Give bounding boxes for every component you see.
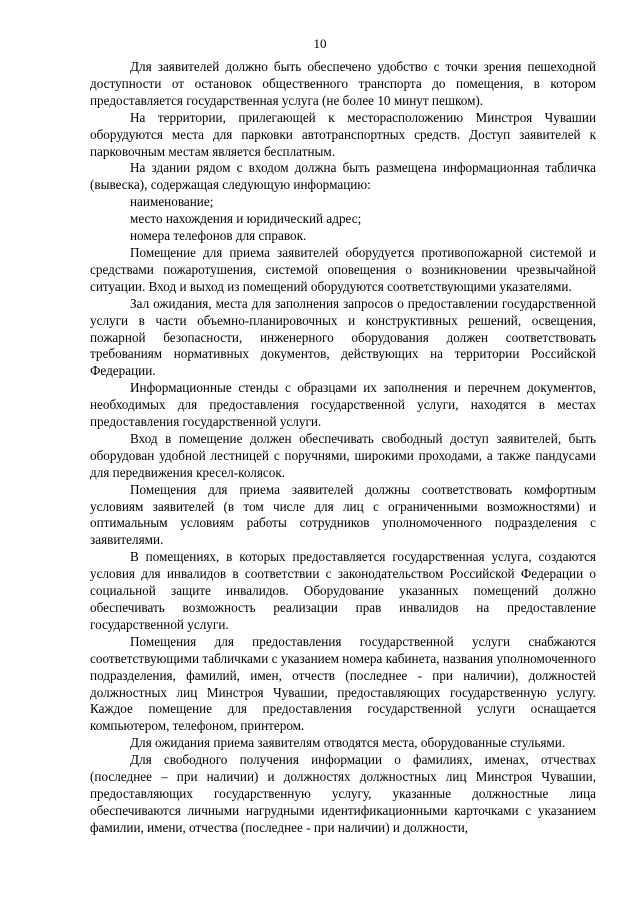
paragraph-comfort: Помещения для приема заявителей должны соответствовать комфортным условиям заявителей (в том числе для лиц с ограниченными возможностями) и оптимальным условиям работы сотрудников уполномоченного подразделения с заявителями. [90, 481, 596, 548]
paragraph-fire-safety: Помещение для приема заявителей оборудуется противопожарной системой и средствами пожаротушения, системой оповещения о возникновении чрезвычайной ситуации. Вход и выход из помещений оборудуются соответствующими указателями. [90, 244, 596, 294]
paragraph-parking: На территории, прилегающей к месторасположению Минстроя Чувашии оборудуются места для парковки автотранспортных средств. Доступ заявителей к парковочным местам является бесплатным. [90, 109, 596, 159]
paragraph-disabled-access: В помещениях, в которых предоставляется государственная услуга, создаются условия для инвалидов в соответствии с законодательством Российской Федерации о социальной защите инвалидов. Оборудование указанных помещений должно обеспечивать возможность реализации прав инвалидов на предоставление государственной услуги. [90, 549, 596, 632]
paragraph-room-signs: Помещения для предоставления государственной услуги снабжаются соответствующими табличками с указанием номера кабинета, названия уполномоченного подразделения, фамилий, имен, отчеств (последнее - при наличии), должностей должностных лиц Минстроя Чувашии, предоставляющих государственную услугу. Каждое помещение для предоставления государственной услуги оснащается компьютером, телефоном, принтером. [90, 633, 596, 734]
list-item-address: место нахождения и юридический адрес; [130, 211, 362, 227]
list-item-phones: номера телефонов для справок. [130, 228, 307, 244]
paragraph-signboard: На здании рядом с входом должна быть размещена информационная табличка (вывеска), содержащая следующую информацию: [90, 160, 596, 193]
page-number: 10 [313, 36, 327, 51]
document-body [90, 59, 596, 837]
paragraph-waiting-hall: Зал ожидания, места для заполнения запросов о предоставлении государственной услуги в части объемно-планировочных и конструктивных решений, освещения, пожарной безопасности, инженерного оборудования должен соответствовать требованиям нормативных документов, действующих на территории Российской Федерации. [90, 295, 596, 379]
paragraph-chairs: Для ожидания приема заявителям отводятся места, оборудованные стульями. [130, 735, 566, 751]
list-item-name: наименование; [130, 194, 214, 210]
paragraph-info-stands: Информационные стенды с образцами их заполнения и перечнем документов, необходимых для предоставления государственной услуги, находятся в местах предоставления государственной услуги. [90, 380, 596, 430]
paragraph-id-cards: Для свободного получения информации о фамилиях, именах, отчествах (последнее – при наличии) и должностях должностных лиц Минстроя Чувашии, предоставляющих государственную услугу, указанные должностные лица обеспечиваются личными нагрудными идентификационными карточками с указанием фамилии, имени, отчества (последнее - при наличии) и должности, [90, 752, 596, 835]
paragraph-pedestrian-access: Для заявителей должно быть обеспечено удобство с точки зрения пешеходной доступности от остановок общественного транспорта до помещения, в котором предоставляется государственная услуга (не более 10 минут пешком). [90, 59, 596, 108]
paragraph-entrance: Вход в помещение должен обеспечивать свободный доступ заявителей, быть оборудован удобной лестницей с поручнями, широкими проходами, а также пандусами для передвижения кресел-колясок. [90, 430, 596, 480]
